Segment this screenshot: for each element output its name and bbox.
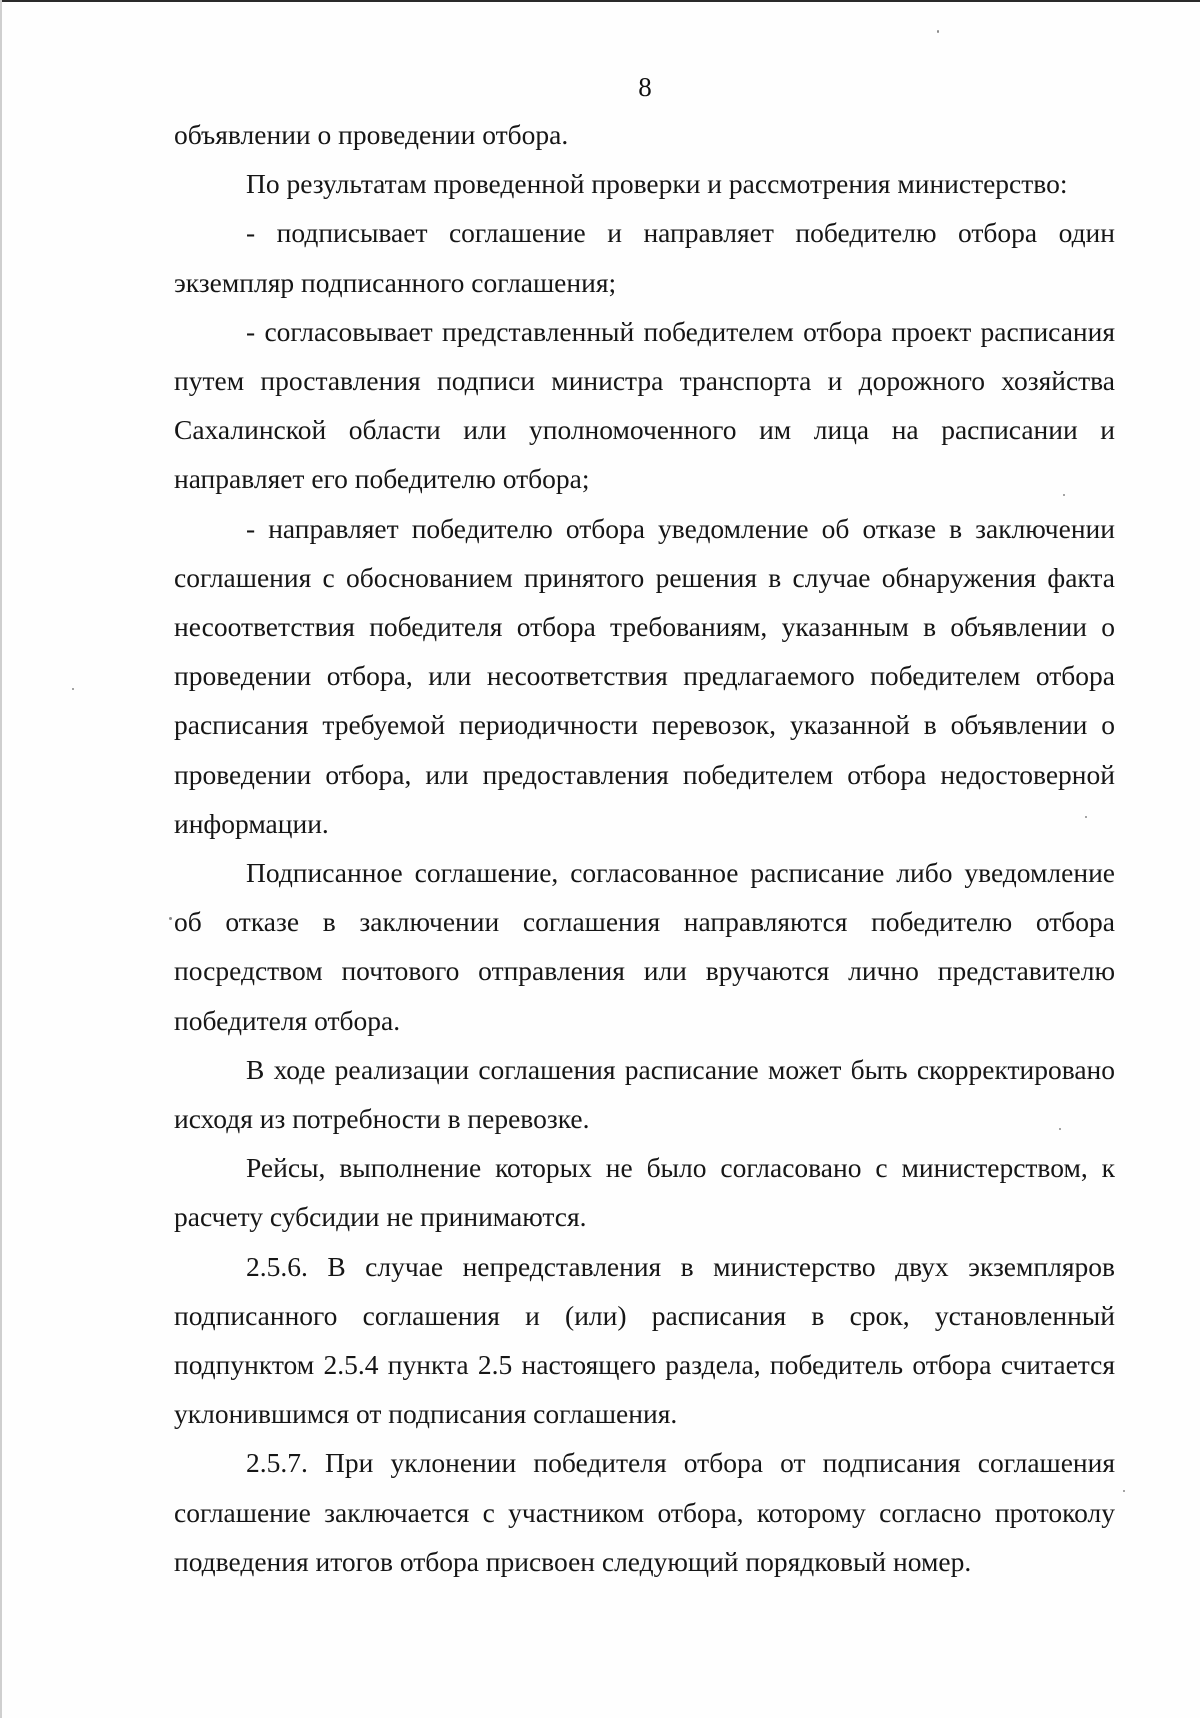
scan-speck [1063, 494, 1065, 496]
scan-speck [72, 688, 74, 690]
paragraph-schedule-adjustment: В ходе реализации соглашения расписание может быть скорректировано исходя из потребности в перевозке. [174, 1053, 1115, 1135]
paragraph-continuation: объявлении о проведении отбора. [174, 119, 569, 150]
paragraph-approves-schedule: - согласовывает представленный победителем отбора проект расписания путем проставления подписи министра транспорта и дорожного хозяйства Сахалинской области или уполномоченного им лица на расписании и направляет его победителю отбора; [174, 315, 1115, 495]
scan-edge-left [0, 0, 2, 1718]
scan-speck [1085, 816, 1087, 818]
paragraph-refusal-notice: - направляет победителю отбора уведомление об отказе в заключении соглашения с обоснованием принятого решения в случае обнаружения факта несоответствия победителя отбора требованиям, указанным в объявлении о проведении отбора, или несоответствия предлагаемого победителем отбора расписания требуемой периодичности перевозок, указанной в объявлении о проведении отбора, или предоставления победителем отбора недостоверной информации. [174, 512, 1115, 839]
paragraph-unapproved-trips: Рейсы, выполнение которых не было согласовано с министерством, к расчету субсидии не принимаются. [174, 1152, 1115, 1233]
scan-speck [1123, 1490, 1125, 1492]
scan-edge-top [0, 0, 1200, 2]
page-number: 8 [638, 72, 652, 102]
paragraph-2-5-7: 2.5.7. При уклонении победителя отбора от подписания соглашения соглашение заключается с участником отбора, которому согласно протоколу подведения итогов отбора присвоен следующий порядковый номер. [174, 1447, 1115, 1577]
scan-speck [1059, 1128, 1061, 1130]
paragraph-ministry-results: По результатам проведенной проверки и рассмотрения министерство: [246, 168, 1068, 200]
document-body [174, 110, 1115, 1586]
paragraph-2-5-6: 2.5.6. В случае непредставления в министерство двух экземпляров подписанного соглашения и (или) расписания в срок, установленный подпунктом 2.5.4 пункта 2.5 настоящего раздела, победитель отбора считается уклонившимся от подписания соглашения. [174, 1250, 1115, 1430]
paragraph-delivery: Подписанное соглашение, согласованное расписание либо уведомление об отказе в заключении соглашения направляются победителю отбора посредством почтового отправления или вручаются лично представителю победителя отбора. [174, 857, 1115, 1036]
paragraph-signs-agreement: - подписывает соглашение и направляет победителю отбора один экземпляр подписанного соглашения; [174, 217, 1115, 298]
scan-speck [937, 30, 939, 33]
scan-speck [169, 917, 172, 920]
